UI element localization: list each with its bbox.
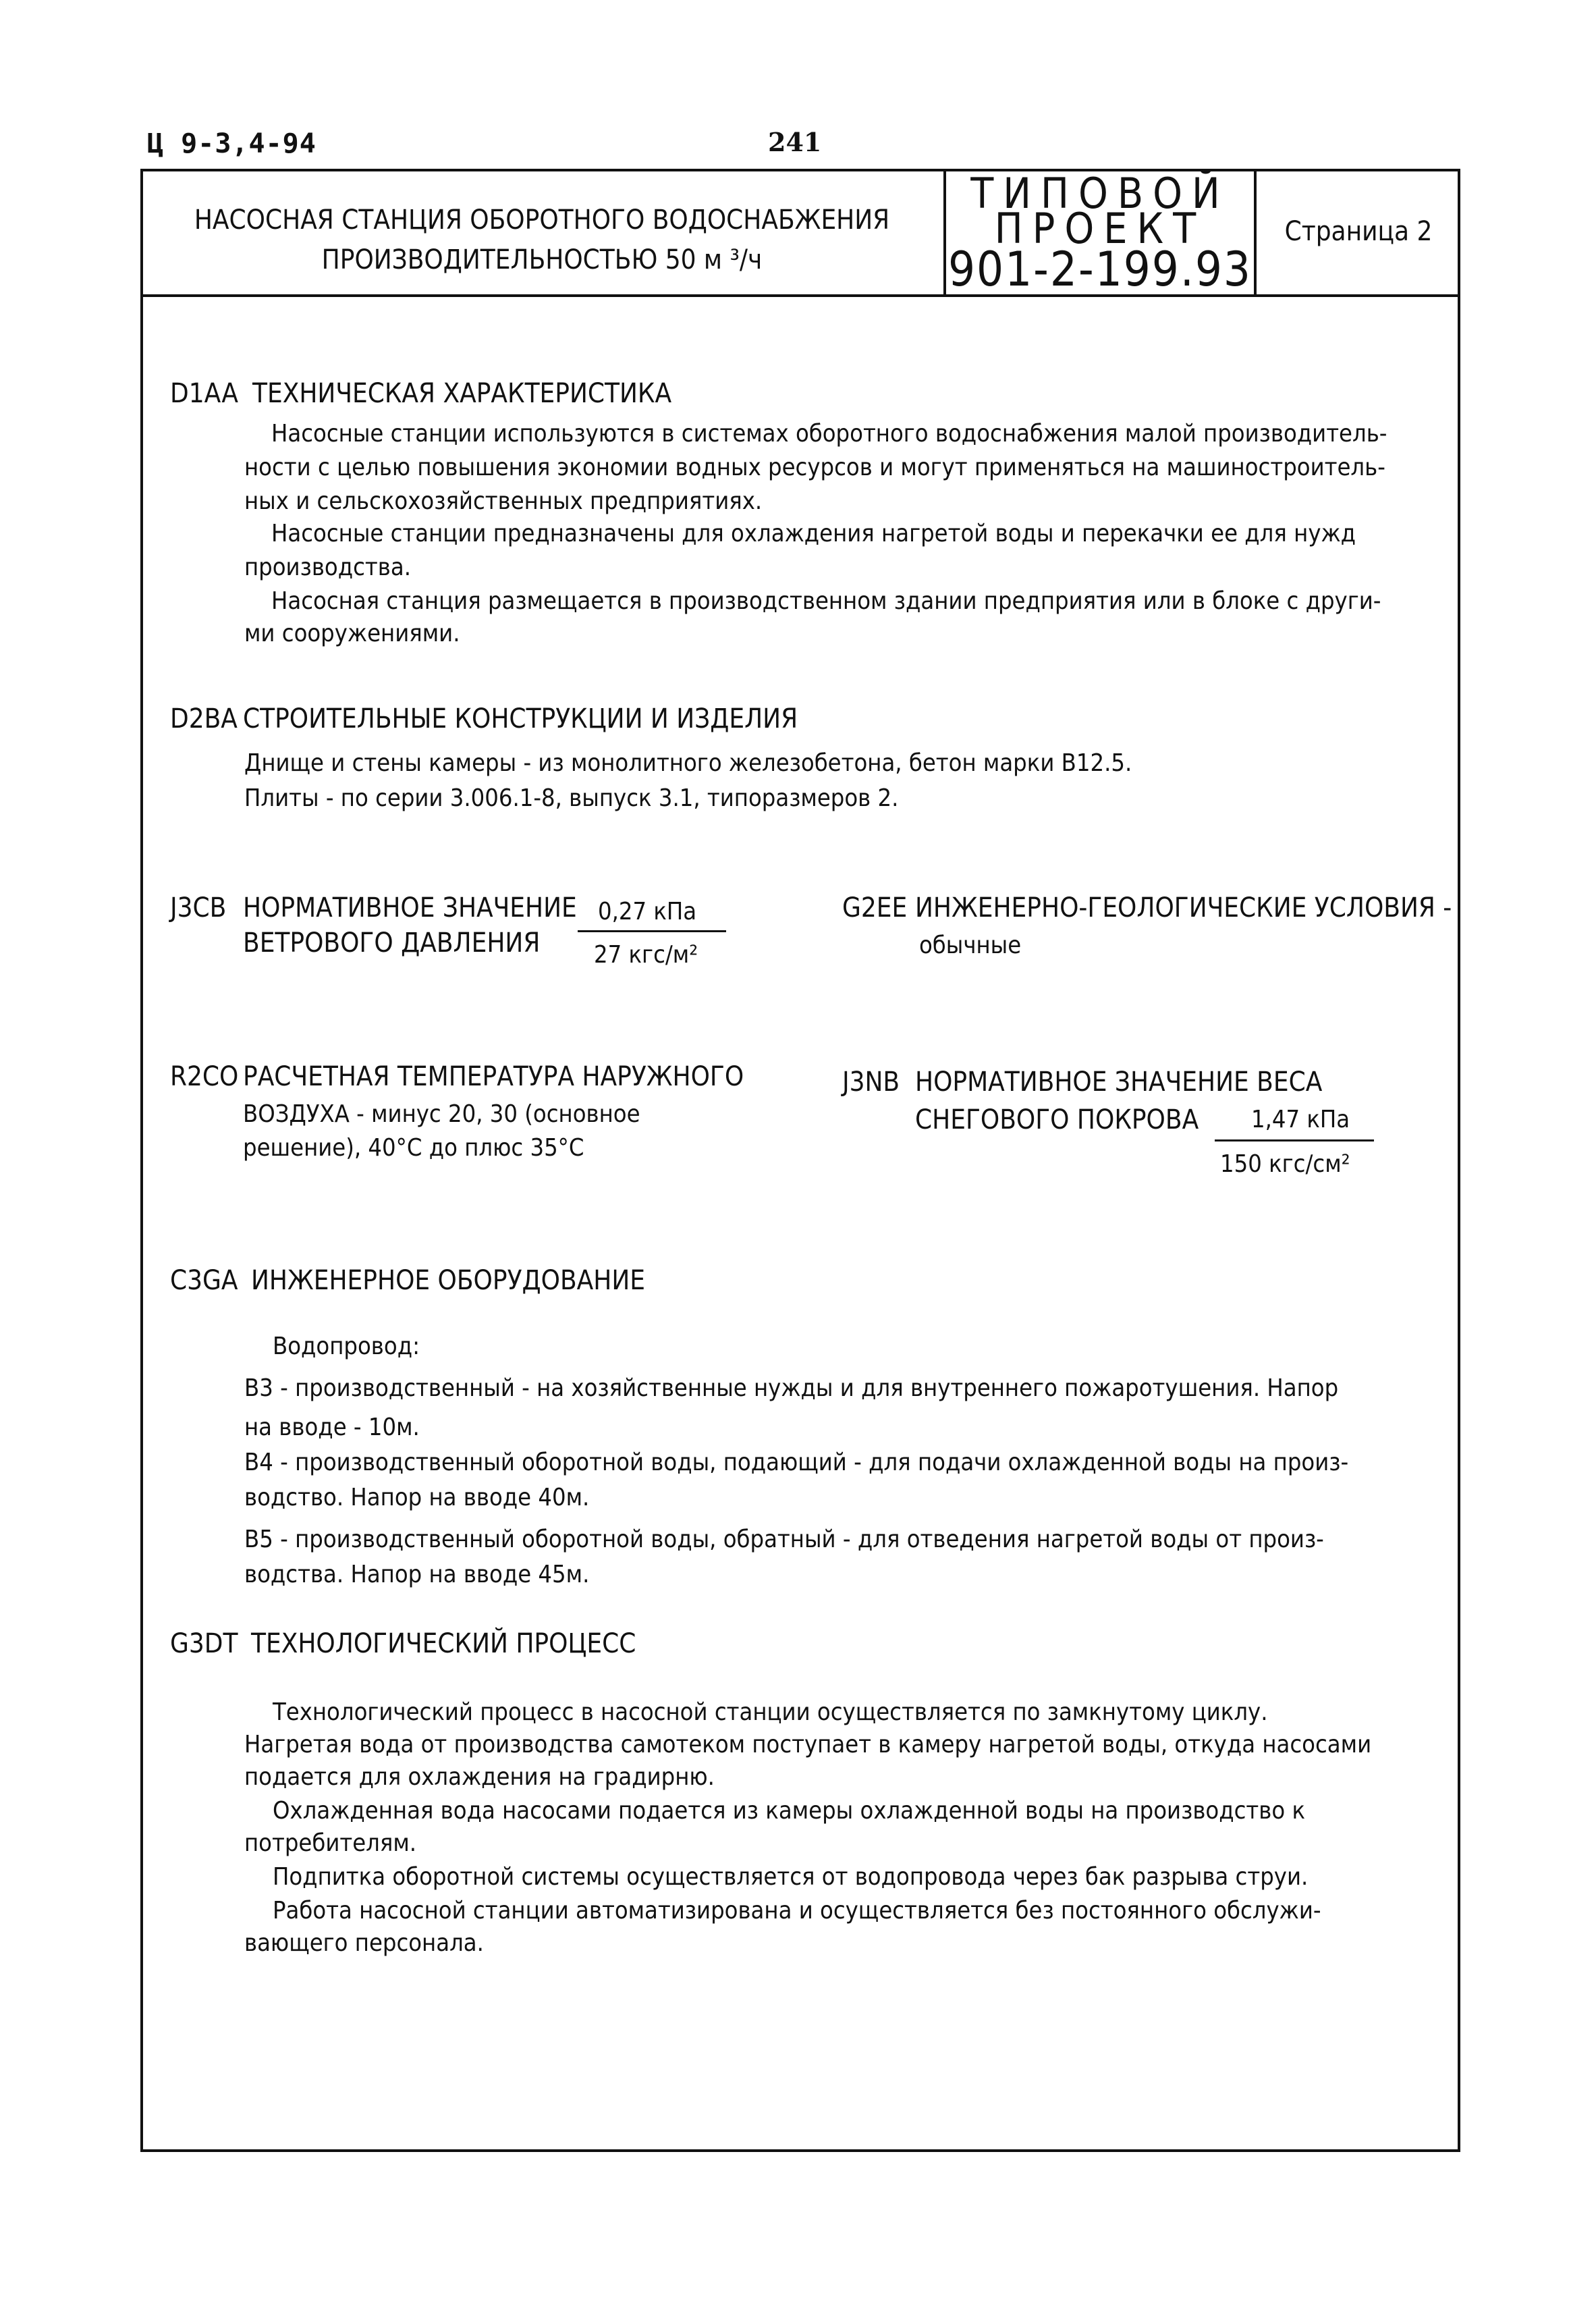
project-label-project: ПРОЕКТ bbox=[994, 204, 1206, 253]
g3dt-line-6: Подпитка оборотной системы осуществляется от водопровода через бак разрыва струи. bbox=[273, 1863, 1309, 1891]
document-code: Ц 9-3,4-94 bbox=[147, 128, 317, 159]
section-code-g3dt: G3DT bbox=[170, 1628, 238, 1659]
g3dt-line-2: Нагретая вода от производства самотеком поступает в камеру нагретой воды, откуда насосами bbox=[244, 1731, 1372, 1758]
section-code-c3ga: C3GA bbox=[170, 1265, 238, 1296]
c3ga-subtitle: Водопровод: bbox=[273, 1333, 420, 1360]
g3dt-line-1: Технологический процесс в насосной станции осуществляется по замкнутому циклу. bbox=[273, 1698, 1268, 1726]
c3ga-line-2: на вводе - 10м. bbox=[244, 1414, 420, 1441]
section-title-d1aa: ТЕХНИЧЕСКАЯ ХАРАКТЕРИСТИКА bbox=[252, 378, 672, 409]
c3ga-line-5: В5 - производственный оборотной воды, обратный - для отведения нагретой воды от произ- bbox=[244, 1526, 1324, 1553]
j3nb-fraction-bar bbox=[1215, 1139, 1374, 1141]
section-code-g2ee: G2EE bbox=[842, 892, 908, 923]
d1aa-line-4: Насосные станции предназначены для охлаждения нагретой воды и перекачки ее для нужд bbox=[271, 520, 1356, 547]
section-code-r2co: R2CO bbox=[170, 1061, 239, 1092]
j3cb-numerator: 0,27 кПа bbox=[598, 898, 697, 925]
page-number: 241 bbox=[768, 127, 822, 157]
d2ba-line-1: Днище и стены камеры - из монолитного железобетона, бетон марки В12.5. bbox=[244, 749, 1132, 777]
j3cb-line-2: ВЕТРОВОГО ДАВЛЕНИЯ bbox=[243, 928, 541, 959]
header-title-line1: НАСОСНАЯ СТАНЦИЯ ОБОРОТНОГО ВОДОСНАБЖЕНИЯ bbox=[194, 205, 890, 236]
g3dt-line-8: вающего персонала. bbox=[244, 1929, 484, 1957]
d1aa-line-3: ных и сельскохозяйственных предприятиях. bbox=[244, 487, 763, 515]
c3ga-line-1: В3 - производственный - на хозяйственные нужды и для внутреннего пожаротушения. Напор bbox=[244, 1374, 1339, 1402]
section-code-d1aa: D1AA bbox=[170, 378, 238, 409]
section-code-j3nb: J3NB bbox=[842, 1067, 900, 1098]
j3cb-fraction-bar bbox=[578, 930, 726, 932]
section-code-d2ba: D2BA bbox=[170, 703, 238, 734]
j3nb-line-2: СНЕГОВОГО ПОКРОВА bbox=[915, 1104, 1199, 1135]
c3ga-line-4: водство. Напор на вводе 40м. bbox=[244, 1484, 590, 1511]
header-divider bbox=[140, 294, 1460, 297]
g3dt-line-5: потребителям. bbox=[244, 1829, 417, 1857]
r2co-line-2: ВОЗДУХА - минус 20, 30 (основное bbox=[243, 1100, 640, 1128]
section-code-j3cb: J3CB bbox=[170, 892, 227, 923]
g2ee-line-1: ИНЖЕНЕРНО-ГЕОЛОГИЧЕСКИЕ УСЛОВИЯ - bbox=[915, 892, 1452, 923]
d1aa-line-7: ми сооружениями. bbox=[244, 620, 460, 647]
section-title-g3dt: ТЕХНОЛОГИЧЕСКИЙ ПРОЦЕСС bbox=[251, 1628, 636, 1659]
r2co-line-1: РАСЧЕТНАЯ ТЕМПЕРАТУРА НАРУЖНОГО bbox=[243, 1061, 744, 1092]
project-label-typical: ТИПОВОЙ bbox=[970, 169, 1230, 218]
j3nb-denominator: 150 кгс/см² bbox=[1220, 1150, 1350, 1178]
project-number: 901-2-199.93 bbox=[948, 242, 1252, 297]
c3ga-line-3: В4 - производственный оборотной воды, подающий - для подачи охлажденной воды на произ- bbox=[244, 1449, 1349, 1476]
c3ga-line-6: водства. Напор на вводе 45м. bbox=[244, 1561, 590, 1588]
page-label: Страница 2 bbox=[1284, 216, 1433, 247]
g3dt-line-4: Охлажденная вода насосами подается из камеры охлажденной воды на производство к bbox=[273, 1797, 1306, 1825]
g2ee-line-2: обычные bbox=[919, 932, 1022, 959]
r2co-line-3: решение), 40°С до плюс 35°С bbox=[243, 1134, 584, 1162]
d2ba-line-2: Плиты - по серии 3.006.1-8, выпуск 3.1, типоразмеров 2. bbox=[244, 784, 899, 812]
j3cb-line-1: НОРМАТИВНОЕ ЗНАЧЕНИЕ bbox=[243, 892, 577, 923]
j3nb-numerator: 1,47 кПа bbox=[1251, 1106, 1350, 1133]
section-title-c3ga: ИНЖЕНЕРНОЕ ОБОРУДОВАНИЕ bbox=[251, 1265, 645, 1296]
g3dt-line-7: Работа насосной станции автоматизирована и осуществляется без постоянного обслужи- bbox=[273, 1897, 1321, 1925]
section-title-d2ba: СТРОИТЕЛЬНЫЕ КОНСТРУКЦИИ И ИЗДЕЛИЯ bbox=[243, 703, 798, 734]
j3nb-line-1: НОРМАТИВНОЕ ЗНАЧЕНИЕ ВЕСА bbox=[915, 1067, 1323, 1098]
d1aa-line-1: Насосные станции используются в системах оборотного водоснабжения малой производитель- bbox=[271, 420, 1387, 448]
j3cb-denominator: 27 кгс/м² bbox=[594, 941, 698, 969]
d1aa-line-6: Насосная станция размещается в производственном здании предприятия или в блоке с други- bbox=[271, 587, 1381, 615]
g3dt-line-3: подается для охлаждения на градирню. bbox=[244, 1763, 715, 1791]
d1aa-line-5: производства. bbox=[244, 554, 412, 581]
header-title-line2: ПРОИЗВОДИТЕЛЬНОСТЬЮ 50 м ³/ч bbox=[321, 244, 763, 275]
d1aa-line-2: ности с целью повышения экономии водных ресурсов и могут применяться на машиностроитель- bbox=[244, 454, 1385, 481]
